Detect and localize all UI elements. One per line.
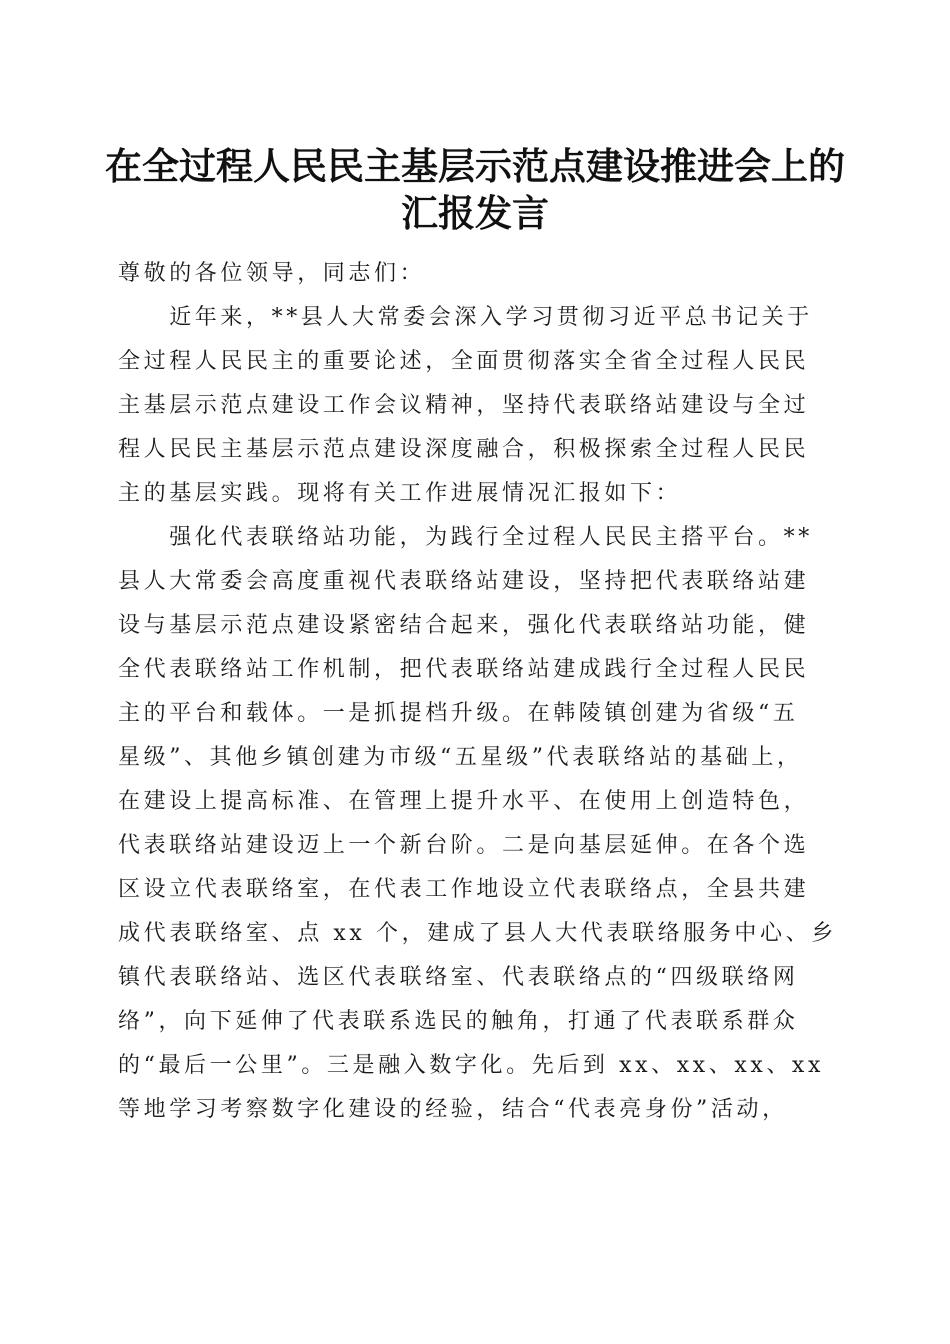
body-line: 县人大常委会高度重视代表联络站建设，坚持把代表联络站建	[118, 569, 810, 594]
body-line: 设与基层示范点建设紧密结合起来，强化代表联络站功能，健	[118, 613, 810, 638]
body-line: 成代表联络室、点 xx 个，建成了县人大代表联络服务中心、乡	[118, 921, 837, 946]
document-body	[118, 252, 838, 1132]
document-title-line-2: 汇报发言	[401, 191, 549, 235]
body-line: 络”，向下延伸了代表联系选民的触角，打通了代表联系群众	[118, 1009, 799, 1034]
body-line: 全过程人民民主的重要论述，全面贯彻落实全省全过程人民民	[118, 349, 810, 374]
body-line: 主的基层实践。现将有关工作进展情况汇报如下：	[118, 481, 682, 506]
body-line: 在建设上提高标准、在管理上提升水平、在使用上创造特色，	[118, 789, 810, 814]
body-line: 星级”、其他乡镇创建为市级“五星级”代表联络站的基础上，	[118, 745, 803, 770]
body-line: 代表联络站建设迈上一个新台阶。二是向基层延伸。在各个选	[118, 833, 810, 858]
body-line: 等地学习考察数字化建设的经验，结合“代表亮身份”活动，	[118, 1097, 788, 1122]
body-line: 强化代表联络站功能，为践行全过程人民民主搭平台。**	[118, 525, 813, 550]
body-line: 主的平台和载体。一是抓提档升级。在韩陵镇创建为省级“五	[118, 701, 799, 726]
salutation: 尊敬的各位领导，同志们：	[118, 261, 426, 286]
body-line: 的“最后一公里”。三是融入数字化。先后到 xx、xx、xx、xx	[118, 1053, 824, 1078]
body-line: 区设立代表联络室，在代表工作地设立代表联络点，全县共建	[118, 877, 810, 902]
body-line: 程人民民主基层示范点建设深度融合，积极探索全过程人民民	[118, 437, 810, 462]
body-line: 镇代表联络站、选区代表联络室、代表联络点的“四级联络网	[118, 965, 799, 990]
body-line: 主基层示范点建设工作会议精神，坚持代表联络站建设与全过	[118, 393, 810, 418]
body-line: 近年来，**县人大常委会深入学习贯彻习近平总书记关于	[118, 305, 813, 330]
body-line: 全代表联络站工作机制，把代表联络站建成践行全过程人民民	[118, 657, 810, 682]
document-title-line-1: 在全过程人民民主基层示范点建设推进会上的	[105, 144, 845, 188]
